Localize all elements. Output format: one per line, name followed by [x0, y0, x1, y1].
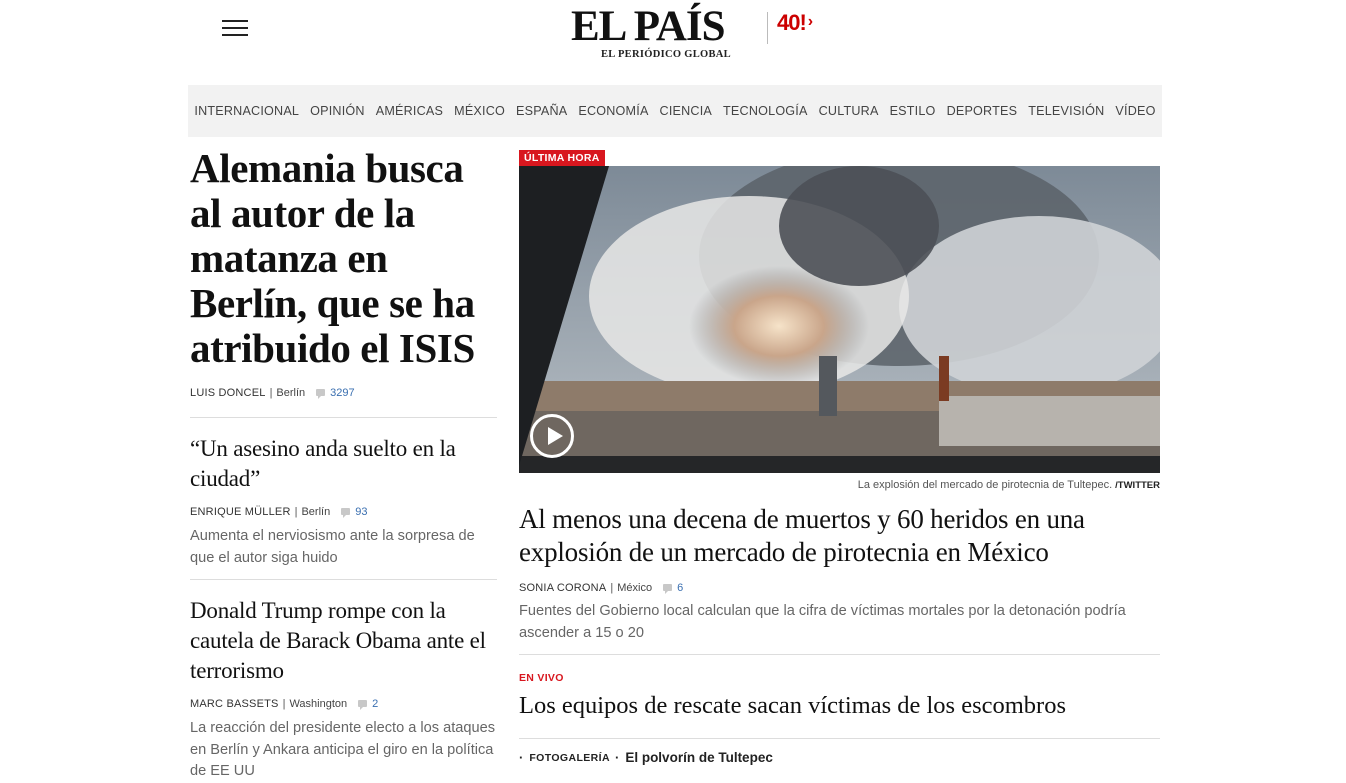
- lead-comment-count[interactable]: 3297: [330, 387, 355, 399]
- lead-place: Berlín: [276, 387, 306, 399]
- nav-item-espana[interactable]: ESPAÑA: [516, 104, 568, 118]
- nav-item-video[interactable]: VÍDEO: [1115, 104, 1156, 118]
- nav-item-estilo[interactable]: ESTILO: [889, 104, 936, 118]
- anniversary-badge[interactable]: [777, 10, 812, 39]
- story-headline[interactable]: Donald Trump rompe con la cautela de Barack Obama ante el terrorismo: [190, 598, 486, 683]
- nav-item-television[interactable]: TELEVISIÓN: [1028, 104, 1105, 118]
- menu-icon[interactable]: [222, 20, 248, 36]
- news-photo[interactable]: [519, 166, 1160, 473]
- bullet: ·: [519, 750, 524, 765]
- divider: [519, 738, 1160, 739]
- byline-separator: |: [269, 387, 273, 399]
- nav-item-deportes[interactable]: DEPORTES: [946, 104, 1018, 118]
- main-headline[interactable]: Al menos una decena de muertos y 60 heridos en una explosión de un mercado de pirotecnia en México: [519, 504, 1085, 567]
- anniversary-label: 40!: [777, 10, 806, 35]
- lead-byline: [190, 387, 355, 399]
- divider: [190, 417, 497, 418]
- main-summary: Fuentes del Gobierno local calculan que la cifra de víctimas mortales por la detonación podría ascender a 15 o 20: [519, 603, 1126, 641]
- byline-separator: |: [282, 698, 286, 710]
- nav-item-internacional[interactable]: INTERNACIONAL: [194, 104, 300, 118]
- story-comment-count[interactable]: 93: [355, 506, 368, 518]
- main-byline: [519, 582, 683, 594]
- photo-credit: /TWITTER: [1115, 480, 1160, 491]
- lead-author[interactable]: LUIS DONCEL: [190, 387, 266, 399]
- story-author[interactable]: ENRIQUE MÜLLER: [190, 506, 291, 518]
- byline-separator: |: [294, 506, 298, 518]
- story-byline: [190, 506, 367, 518]
- live-tag: EN VIVO: [519, 672, 564, 684]
- story-summary: La reacción del presidente electo a los ataques en Berlín y Ankara anticipa el giro en la política de EE UU: [190, 720, 496, 779]
- comment-icon: [341, 508, 350, 515]
- comment-icon: [663, 584, 672, 591]
- caption-text: La explosión del mercado de pirotecnia de Tultepec.: [857, 479, 1113, 491]
- breaking-news-tag: ÚLTIMA HORA: [519, 150, 605, 166]
- gallery-link-row: [519, 750, 773, 765]
- chevron-right-icon: ›: [807, 13, 813, 30]
- nav-item-economia[interactable]: ECONOMÍA: [578, 104, 649, 118]
- main-comment-count[interactable]: 6: [677, 582, 684, 594]
- photo-caption: [519, 479, 1160, 491]
- story-headline[interactable]: “Un asesino anda suelto en la ciudad”: [190, 436, 456, 491]
- live-headline[interactable]: Los equipos de rescate sacan víctimas de los escombros: [519, 692, 1067, 719]
- divider: [190, 579, 497, 580]
- main-place: México: [617, 582, 653, 594]
- nav-item-mexico[interactable]: MÉXICO: [454, 104, 506, 118]
- comment-icon: [316, 389, 325, 396]
- divider: [519, 654, 1160, 655]
- main-author[interactable]: SONIA CORONA: [519, 582, 607, 594]
- gallery-link[interactable]: El polvorín de Tultepec: [625, 750, 773, 765]
- comment-icon: [358, 700, 367, 707]
- nav-item-opinion[interactable]: OPINIÓN: [310, 104, 365, 118]
- nav-item-tecnologia[interactable]: TECNOLOGÍA: [723, 104, 808, 118]
- bullet: ·: [614, 750, 620, 765]
- site-tagline: EL PERIÓDICO GLOBAL: [601, 49, 731, 60]
- explosion-image: [519, 166, 1160, 473]
- section-nav: [188, 85, 1162, 137]
- story-place: Berlín: [301, 506, 331, 518]
- story-summary: Aumenta el nerviosismo ante la sorpresa de que el autor siga huido: [190, 528, 475, 566]
- story-author[interactable]: MARC BASSETS: [190, 698, 279, 710]
- site-logo[interactable]: EL PAÍS: [571, 3, 725, 50]
- play-icon[interactable]: [530, 414, 574, 458]
- byline-separator: |: [610, 582, 614, 594]
- nav-item-cultura[interactable]: CULTURA: [818, 104, 879, 118]
- story-place: Washington: [289, 698, 348, 710]
- gallery-kicker: FOTOGALERÍA: [529, 751, 610, 764]
- logo-divider: [767, 12, 768, 44]
- story-byline: [190, 698, 378, 710]
- nav-item-ciencia[interactable]: CIENCIA: [659, 104, 713, 118]
- story-comment-count[interactable]: 2: [372, 698, 379, 710]
- nav-item-americas[interactable]: AMÉRICAS: [375, 104, 444, 118]
- lead-headline[interactable]: Alemania busca al autor de la matanza en Berlín, que se ha atribuido el ISIS: [190, 145, 475, 371]
